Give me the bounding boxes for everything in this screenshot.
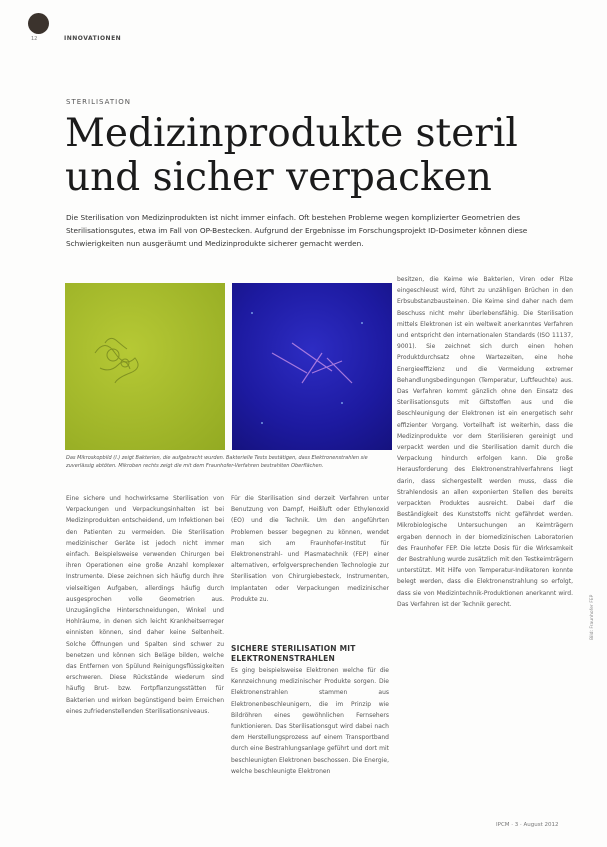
article-title: Medizinprodukte steril und sicher verpacken: [65, 111, 518, 200]
green-microbe-overlay: [65, 283, 225, 450]
green-microscope-image: [65, 283, 225, 450]
body-column-3: besitzen, die Keime wie Bakterien, Viren oder Pilze eingeschleust wird, führt zu unzähligen Brüchen in den Erbsubstanzbausteinen. Die Keime sind daher nach dem Beschuss nicht mehr überlebensfähig. Die Sterilisation mittels Elektronen ist ein weltweit anerkanntes Verfahren und entspricht den internationalen Standards (ISO 11137, 9001). Sie zeichnet sich durch einen hohen Produktdurchsatz ohne Wartezeiten, eine hohe Energieeffizienz und die Vermeidung extremer Behandlungsbedingungen (Temperatur, Luftfeuchte) aus. Das Verfahren kommt gänzlich ohne den Einsatz des Sterilisationsguts mit Giftstoffen aus und die Beschleunigung der Elektronen ist ein energetisch sehr effizienter Vorgang. Vorteilhaft ist weiterhin, dass die Medizinprodukte vor dem Sterilisieren gereinigt und verpackt werden und die Sterilisation damit durch die Verpackung hindurch erfolgen kann. Die große Herausforderung des Elektronenstrahlverfahrens liegt darin, dass sichergestellt werden muss, dass die Strahlendosis an allen exponierten Stellen des bereits verpackten Produktes ausreicht. Dabei darf die Beständigkeit des Kunststoffs nicht gefährdet werden. Mikrobiologische Untersuchungen an Keimträgern ergaben dennoch in der biomedizinischen Laboratorien des Fraunhofer FEP. Die letzte Dosis für die Wirksamkeit der Bestrahlung wurde zusätzlich mit den Testkeimträgern unterstützt. Mit Hilfe von Temperatur-Indikatoren konnte belegt werden, dass die Elektronenstrahlung so erfolgt, dass sie von Medizintechnik-Produktionen anerkannt wird. Das Verfahren ist der Technik gerecht.: [397, 276, 573, 608]
page-footer: IPCM · 3 · August 2012: [496, 822, 559, 828]
image-caption: Das Mikroskopbild (l.) zeigt Bakterien, die aufgebracht wurden. Bakterielle Tests bestätigen, dass Elektronenstrahlen sie zuverlässig abtöten. Mikroben rechts zeigt die mit dem Fraunhofer-Verfahren bestrahlten Oberflächen.: [66, 455, 368, 469]
section-tab-marker: [28, 13, 49, 34]
section-title: INNOVATIONEN: [64, 35, 122, 42]
body-column-1: Eine sichere und hochwirksame Sterilisation von Verpackungen und Verpackungsinhalten ist bei Medizinprodukten entscheidend, um Infektionen bei den Patienten zu vermeiden. Die Sterilisation medizinischer Geräte ist jedoch nicht immer einfach. Beispielsweise verwenden Chirurgen bei ihren Operationen eine große Anzahl komplexer Instrumente. Diese zeichnen sich häufig durch ihre vielseitigen Aufgaben, allerdings häufig durch ausgesprochen volle Geometrien aus. Unzugängliche Hinterschneidungen, Winkel und Hohlräume, in denen sich leicht Krankheitserreger einnisten können, sind daher keine Seltenheit. Solche Öffnungen und Spalten sind schwer zu benetzen und können sich Beläge bilden, welche das Entfernen von Spülund Reinigungsflüssigkeiten erschweren. Diese Rückstände wiederum sind häufig Brut- bzw. Fortpflanzungsstätten für Bakterien und wirken begünstigend beim Erreichen eines zufriedenstellenden Sterilisationsniveaus.: [66, 495, 224, 715]
page-number: 12: [31, 36, 38, 42]
subheading: SICHERE STERILISATION MIT ELEKTRONENSTRAHLEN: [231, 644, 356, 663]
body-column-2-continued: Es ging beispielsweise Elektronen welche für die Kennzeichnung medizinischer Produkte sorgen. Die Elektronenstrahlen stammen aus Elektronenbeschleunigern, die im Prinzip wie Bildröhren eines gewöhnlichen Fernsehers funktionieren. Das Sterilisationsgut wird dabei nach dem Herstellungsprozess auf einem Transportband durch eine Bestrahlungsanlage geführt und dort mit beschleunigten Elektronen beschossen. Die Energie, welche beschleunigte Elektronen: [231, 667, 389, 775]
article-kicker: STERILISATION: [66, 98, 131, 106]
side-credit: Bild: Fraunhofer FEP: [590, 594, 595, 640]
article-lead: Die Sterilisation von Medizinprodukten ist nicht immer einfach. Oft bestehen Probleme wegen komplizierter Geometrien des Sterilisationsgutes, etwa im Fall von OP-Bestecken. Aufgrund der Ergebnisse im Forschungsprojekt ID-Dosimeter können diese Schwierigkeiten nun ausgeräumt und Medizinprodukte sicherer gemacht werden.: [66, 213, 528, 248]
blue-bacteria-overlay: [232, 283, 392, 450]
blue-microscope-image: [232, 283, 392, 450]
body-column-2: Für die Sterilisation sind derzeit Verfahren unter Benutzung von Dampf, Heißluft oder Ethylenoxid (EO) und die Technik. Um den angeführten Problemen besser begegnen zu können, wendet man sich am Fraunhofer-Institut für Elektronenstrahl- und Plasmatechnik (FEP) einer alternativen, erfolgversprechenden Technologie zur Sterilisation von Chirurgiebesteck, Instrumenten, Implantaten oder Verpackungen medizinischer Produkte zu.: [231, 495, 389, 603]
